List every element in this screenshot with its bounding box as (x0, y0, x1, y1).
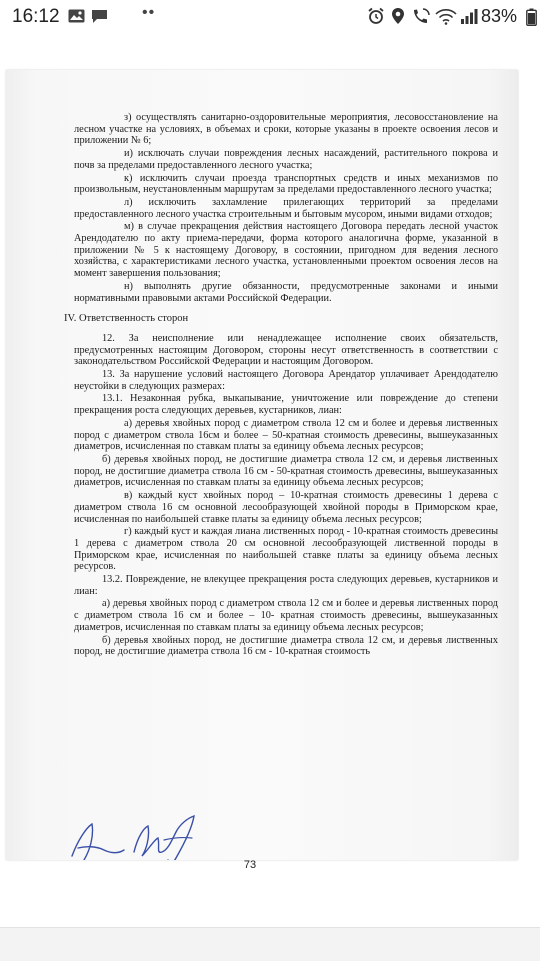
clause-n: н) выполнять другие обязанности, предусмотренные законами и иными нормативными правовыми актами Российской Федерации. (74, 280, 498, 304)
signature-image (64, 810, 214, 860)
paragraph-13-1-g: г) каждый куст и каждая лиана лиственных пород - 10-кратная стоимость древесины 1 дерева с диаметром ствола 20 см основной лесообразующей лиственной породы в Приморском крае, исчисленная по наибольшей ставке платы за единицу объема лесных ресурсов. (74, 526, 498, 573)
clause-i: и) исключать случаи повреждения лесных насаждений, растительного покрова и почв за пределами предоставленного лесного участка; (74, 148, 498, 171)
paragraph-13-1-a: а) деревья хвойных пород с диаметром ствола 12 см и более и деревья лиственных пород с диаметром ствола 16см и более – 50-кратная стоимость древесины, вышеуказанных диаметров, исчисленная по ставкам платы за единицу объема лесных ресурсов; (74, 417, 498, 453)
message-icon (91, 9, 108, 24)
image-icon (68, 9, 85, 23)
clause-l: л) исключить захламление прилегающих территорий за пределами предоставленного лесного участка строительным и бытовым мусором, иными видами отходов; (74, 196, 498, 220)
section-title: IV. Ответственность сторон (64, 313, 189, 325)
paragraph-13-2-b: б) деревья хвойных пород, не достигшие диаметра ствола 12 см, и деревья лиственных пород, не достигшие диаметра ствола 16 см - 10-кратная стоимость (74, 634, 498, 658)
paragraph-12: 12. За неисполнение или ненадлежащее исполнение своих обязательств, предусмотренных настоящим Договором, стороны несут ответственность в соответствии с законодательством Российской Федерации и настоящим Договором. (74, 332, 498, 368)
paragraph-13-2: 13.2. Повреждение, не влекущее прекращения роста следующих деревьев, кустарников и лиан: (74, 574, 498, 597)
location-icon (391, 7, 405, 25)
battery-icon (526, 8, 537, 26)
page-number: 73 (243, 859, 257, 871)
document-viewer[interactable] (0, 34, 540, 927)
wifi-icon (435, 8, 457, 25)
paragraph-13: 13. За нарушение условий настоящего Договора Арендатор уплачивает Арендодателю неустойки в следующих размерах: (74, 369, 498, 392)
document-text (64, 112, 498, 659)
bottom-bar (0, 927, 540, 961)
status-time: 16:12 (12, 6, 60, 27)
signal-icon (460, 8, 478, 25)
status-bar (0, 0, 540, 34)
paragraph-13-1-v: в) каждый куст хвойных пород – 10-кратная стоимость древесины 1 дерева с диаметром ствола 16 см основной лесообразующей хвойной породы в Приморском крае, исчисленная по наибольшей ставке платы за единицу объема лесных ресурсов; (74, 490, 498, 525)
wifi-calling-icon (411, 7, 431, 25)
battery-percentage: 83% (481, 6, 518, 26)
clause-m: м) в случае прекращения действия настоящего Договора передать лесной участок Арендодателю по акту приема-передачи, форма которого аналогична форме, указанной в приложении № 5 к настоящему Договору, в состоянии, пригодном для ведения лесного хозяйства, с характеристиками лесного участка, установленными проектом освоения лесов на момент завершения пользования; (74, 221, 498, 280)
paragraph-13-2-a: а) деревья хвойных пород с диаметром ствола 12 см и более и деревья лиственных пород с диаметром ствола 16 см и более – 10- кратная стоимость древесины, вышеуказанных диаметров, исчисленная по ставкам платы за единицу объема лесных ресурсов; (74, 598, 498, 633)
clause-z: з) осуществлять санитарно-оздоровительные мероприятия, лесовосстановление на лесном участке на условиях, в объемах и сроки, которые указаны в проекте освоения лесов и приложении № 6; (74, 112, 498, 147)
alarm-icon (367, 7, 385, 25)
clause-k: к) исключить случаи проезда транспортных средств и иных механизмов по произвольным, неустановленным маршрутам за пределами предоставленного лесного участка; (74, 172, 498, 196)
paragraph-13-1-b: б) деревья хвойных пород, не достигшие диаметра ствола 12 см, и деревья лиственных пород, не достигшие диаметра ствола 16 см - 50-кратная стоимость древесины, вышеуказанных диаметров, исчисленная по ставкам платы за единицу объема лесных ресурсов; (74, 453, 498, 489)
paragraph-13-1: 13.1. Незаконная рубка, выкапывание, уничтожение или повреждение до степени прекращения роста следующих деревьев, кустарников, лиан: (74, 393, 498, 417)
status-notification-dots: •• (142, 4, 156, 21)
scanned-page[interactable] (6, 70, 518, 860)
